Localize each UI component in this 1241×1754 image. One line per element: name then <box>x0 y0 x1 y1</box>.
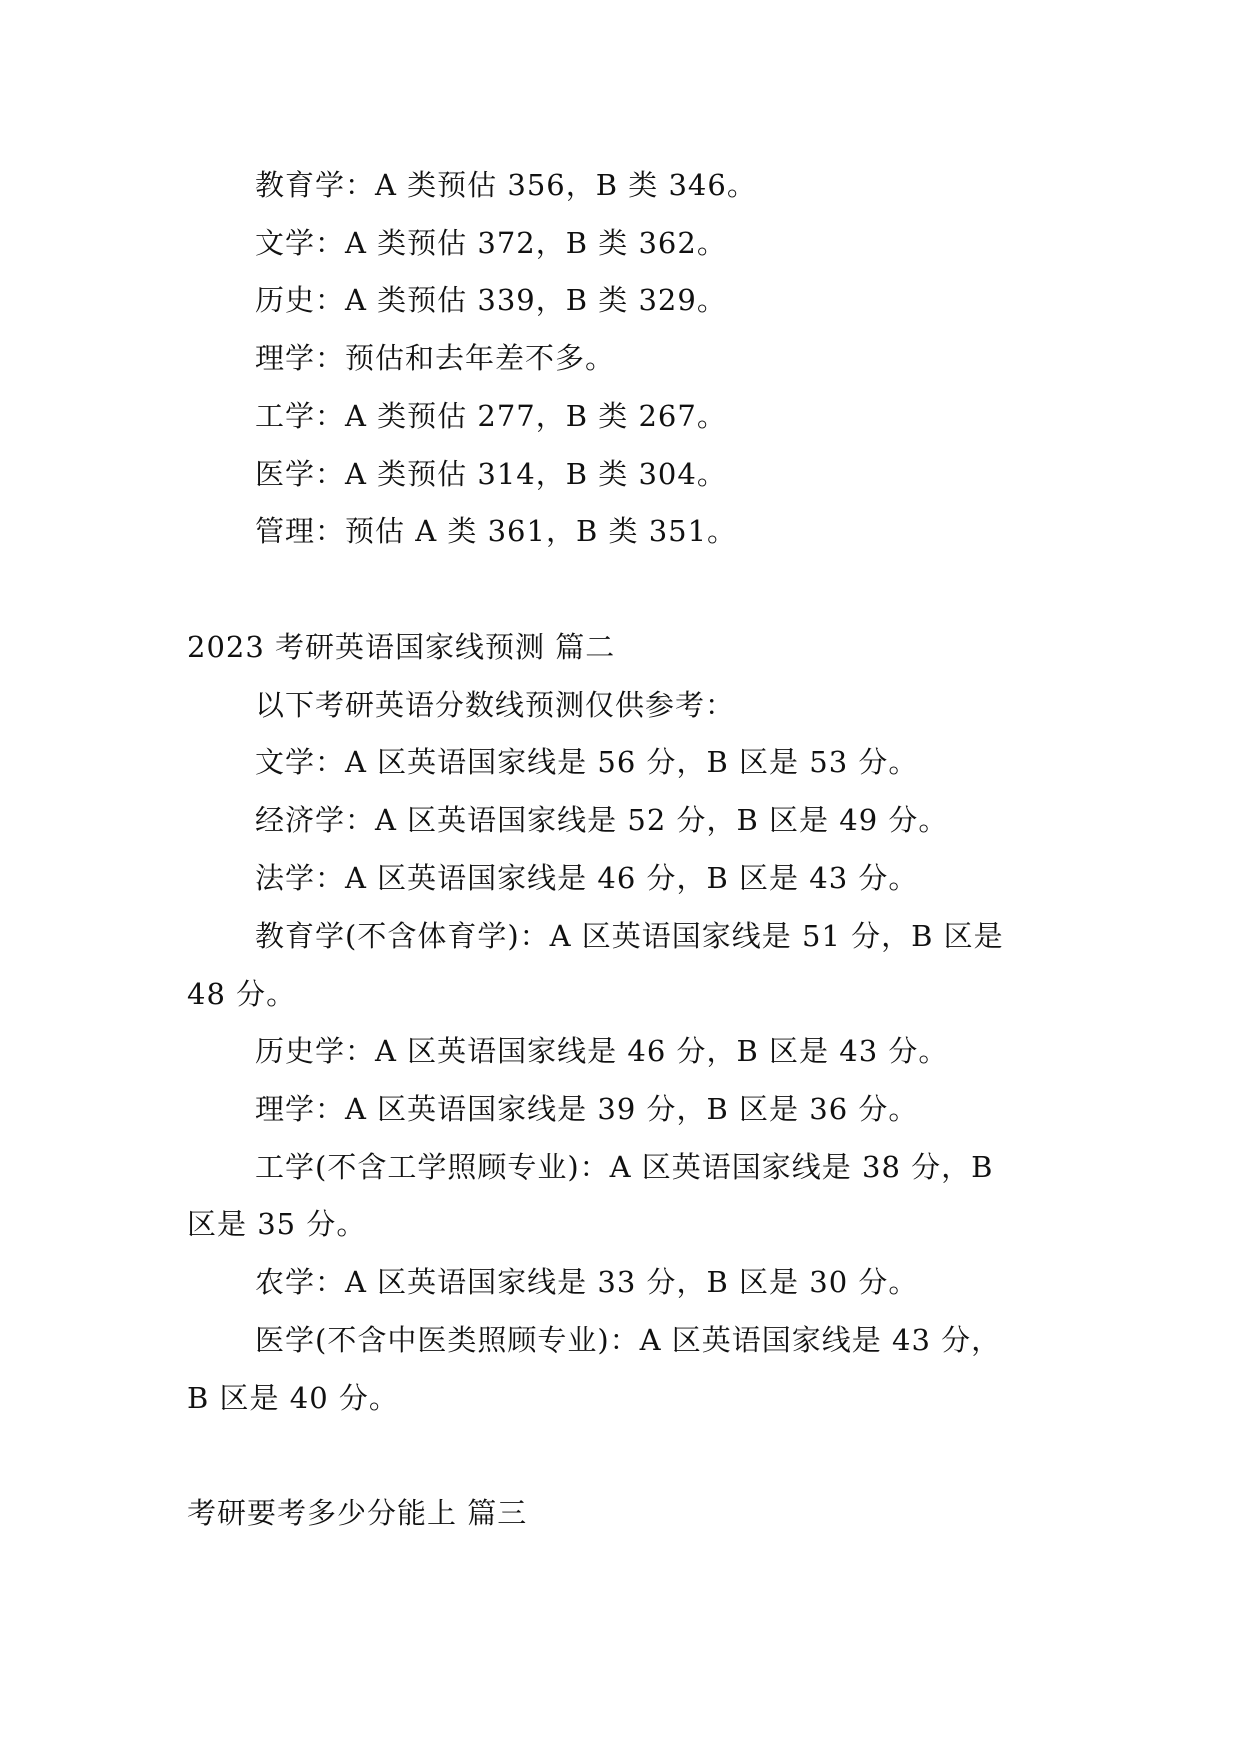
text-line: 理学：预估和去年差不多。 <box>255 341 616 375</box>
section-heading: 考研要考多少分能上 篇三 <box>187 1496 528 1530</box>
text-line: 理学：A 区英语国家线是 39 分，B 区是 36 分。 <box>255 1092 919 1126</box>
text-line: 医学(不含中医类照顾专业)：A 区英语国家线是 43 分， <box>255 1323 1002 1357</box>
text-line: 农学：A 区英语国家线是 33 分，B 区是 30 分。 <box>255 1265 919 1299</box>
text-line: 工学(不含工学照顾专业)：A 区英语国家线是 38 分，B <box>255 1150 994 1184</box>
text-line: 教育学：A 类预估 356，B 类 346。 <box>255 168 757 202</box>
text-line: 48 分。 <box>187 977 297 1011</box>
text-line: 文学：A 区英语国家线是 56 分，B 区是 53 分。 <box>255 745 919 779</box>
text-line: 历史：A 类预估 339，B 类 329。 <box>255 283 727 317</box>
text-line: B 区是 40 分。 <box>187 1381 399 1415</box>
text-line: 区是 35 分。 <box>187 1207 367 1241</box>
text-line: 经济学：A 区英语国家线是 52 分，B 区是 49 分。 <box>255 803 949 837</box>
text-line: 管理：预估 A 类 361，B 类 351。 <box>255 514 738 548</box>
text-line: 历史学：A 区英语国家线是 46 分，B 区是 43 分。 <box>255 1034 949 1068</box>
text-line: 文学：A 类预估 372，B 类 362。 <box>255 226 727 260</box>
text-line: 工学：A 类预估 277，B 类 267。 <box>255 399 727 433</box>
text-line: 医学：A 类预估 314，B 类 304。 <box>255 457 727 491</box>
text-line: 教育学(不含体育学)：A 区英语国家线是 51 分，B 区是 <box>255 919 1004 953</box>
section-heading: 2023 考研英语国家线预测 篇二 <box>187 630 616 664</box>
text-line: 法学：A 区英语国家线是 46 分，B 区是 43 分。 <box>255 861 919 895</box>
text-line: 以下考研英语分数线预测仅供参考： <box>255 688 736 722</box>
